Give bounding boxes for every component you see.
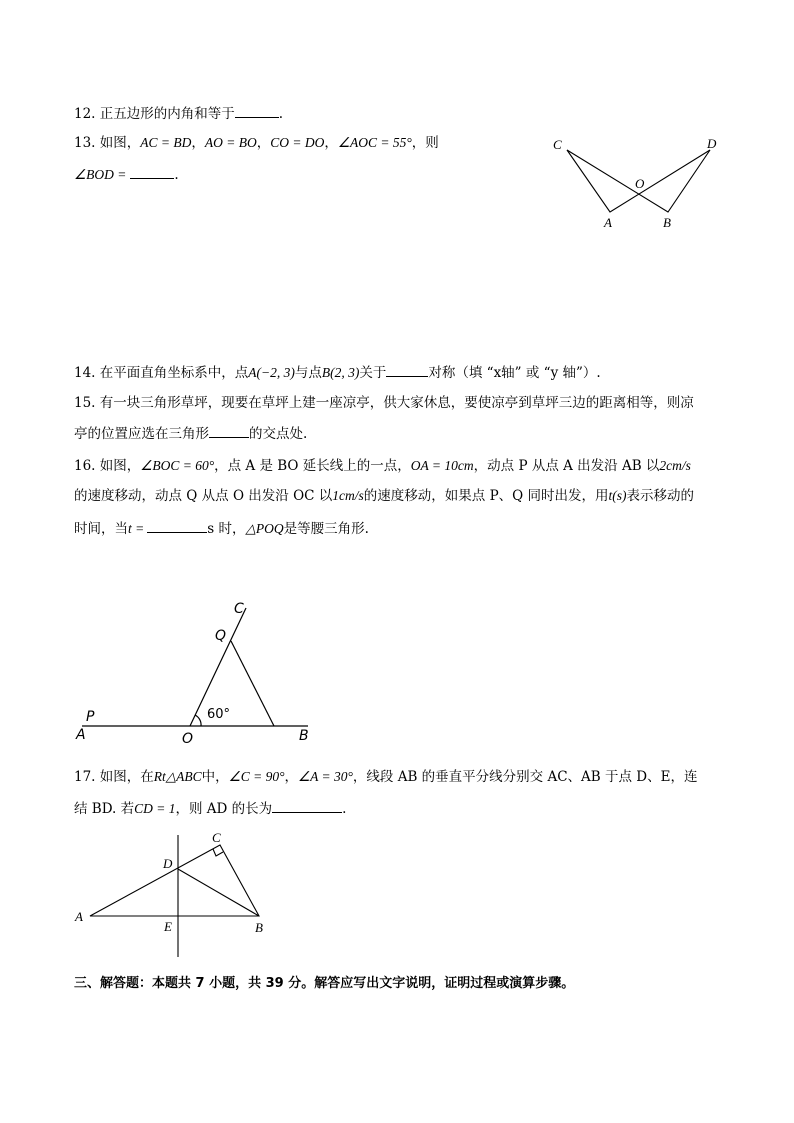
answer-blank[interactable] xyxy=(235,103,279,118)
fig13-label-a: A xyxy=(604,215,612,230)
question-15: 15. 有一块三角形草坪，现要在草坪上建一座凉亭，供大家休息，要使凉亭到草坪三边的距离相等，则凉 xyxy=(74,395,694,411)
question-13-line2: ∠BOD = . xyxy=(74,164,179,185)
fig13-label-d: D xyxy=(707,136,717,151)
question-17-line2: 结 BD. 若CD = 1，则 AD 的长为 . xyxy=(74,798,346,819)
question-16: 16. 如图，∠BOC = 60°，点 A 是 BO 延长线上的一点，OA = 10cm，动点 P 从点 A 出发沿 AB 以2cm/s xyxy=(74,458,691,474)
fig17-label-a: A xyxy=(75,909,83,924)
fig17-triangle-abc xyxy=(90,845,259,916)
question-12: 12. 正五边形的内角和等于 . xyxy=(74,103,283,124)
answer-blank[interactable] xyxy=(209,423,249,438)
fig16-label-b: B xyxy=(299,728,309,744)
fig17-label-b: B xyxy=(255,920,263,935)
answer-blank[interactable] xyxy=(130,164,174,179)
fig13-lines-cb-bd xyxy=(567,150,710,212)
fig17-right-angle-mark xyxy=(213,849,223,856)
fig17-label-d: D xyxy=(163,856,173,871)
fig16-label-q: Q xyxy=(215,628,227,644)
answer-blank[interactable] xyxy=(386,362,428,377)
fig16-label-angle: 60° xyxy=(207,707,231,722)
section-3-heading: 三、解答题：本题共 7 小题，共 39 分。解答应写出文字说明，证明过程或演算步骤。 xyxy=(74,976,575,991)
fig16-angle-arc xyxy=(195,715,201,726)
fig17-label-c: C xyxy=(212,830,221,845)
question-14: 14. 在平面直角坐标系中，点A(−2, 3)与点B(2, 3)关于 对称（填 “x轴” 或 “y 轴”）. xyxy=(74,362,601,383)
fig17-segment-bd xyxy=(178,869,259,916)
fig16-label-c: C xyxy=(234,601,244,617)
fig16-label-o: O xyxy=(182,731,194,747)
fig13-label-c: C xyxy=(553,137,562,152)
fig16-label-a: A xyxy=(76,727,86,743)
fig16-ray-oc xyxy=(190,608,246,726)
fig16-segment-qb xyxy=(231,641,274,726)
question-16-line3: 时间，当t = s 时，△POQ是等腰三角形. xyxy=(74,518,369,539)
fig13-label-b: B xyxy=(663,215,671,230)
question-16-line2: 的速度移动，动点 Q 从点 O 出发沿 OC 以1cm/s的速度移动，如果点 P、Q 同时出发，用t(s)表示移动的 xyxy=(74,488,695,504)
fig13-label-o: O xyxy=(635,176,645,191)
question-17: 17. 如图，在Rt△ABC中，∠C = 90°，∠A = 30°，线段 AB 的垂直平分线分别交 AC、AB 于点 D、E，连 xyxy=(74,769,698,785)
fig13-lines-ca-ad xyxy=(567,150,710,212)
fig17-label-e: E xyxy=(164,919,172,934)
question-15-line2: 亭的位置应选在三角形 的交点处. xyxy=(74,423,307,444)
answer-blank[interactable] xyxy=(272,798,342,813)
fig16-label-p: P xyxy=(86,709,95,725)
answer-blank[interactable] xyxy=(147,518,207,533)
question-13: 13. 如图，AC = BD，AO = BO，CO = DO，∠AOC = 55°，则 xyxy=(74,135,439,151)
